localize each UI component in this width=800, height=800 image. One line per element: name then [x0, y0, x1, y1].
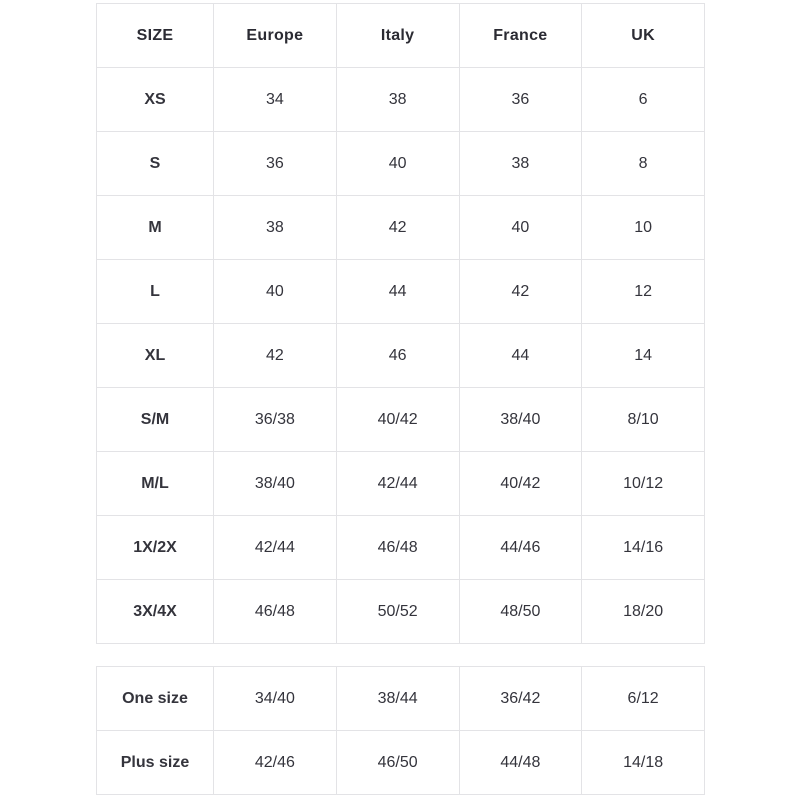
column-header-italy: Italy [336, 4, 459, 68]
cell-france: 38/40 [459, 388, 582, 452]
cell-size: M [97, 196, 214, 260]
cell-italy: 38 [336, 68, 459, 132]
cell-europe: 42 [214, 324, 337, 388]
table-row [97, 196, 705, 260]
cell-italy: 46/50 [336, 731, 459, 795]
cell-europe: 38/40 [214, 452, 337, 516]
cell-size: One size [97, 667, 214, 731]
table-row [97, 516, 705, 580]
cell-uk: 6 [582, 68, 705, 132]
cell-europe: 38 [214, 196, 337, 260]
cell-france: 44/48 [459, 731, 582, 795]
cell-size: XL [97, 324, 214, 388]
table-row [97, 260, 705, 324]
table-body [97, 667, 705, 795]
cell-uk: 14/18 [582, 731, 705, 795]
cell-size: M/L [97, 452, 214, 516]
column-header-uk: UK [582, 4, 705, 68]
cell-europe: 34/40 [214, 667, 337, 731]
cell-uk: 14/16 [582, 516, 705, 580]
cell-italy: 50/52 [336, 580, 459, 644]
table-row [97, 324, 705, 388]
column-header-france: France [459, 4, 582, 68]
table-header [97, 4, 705, 68]
cell-italy: 38/44 [336, 667, 459, 731]
cell-uk: 10 [582, 196, 705, 260]
cell-italy: 40 [336, 132, 459, 196]
table-row [97, 667, 705, 731]
cell-europe: 42/44 [214, 516, 337, 580]
cell-france: 48/50 [459, 580, 582, 644]
cell-europe: 36/38 [214, 388, 337, 452]
cell-uk: 12 [582, 260, 705, 324]
cell-italy: 44 [336, 260, 459, 324]
cell-uk: 8/10 [582, 388, 705, 452]
cell-uk: 8 [582, 132, 705, 196]
cell-italy: 42 [336, 196, 459, 260]
cell-italy: 40/42 [336, 388, 459, 452]
table-row [97, 452, 705, 516]
table-row [97, 580, 705, 644]
cell-size: L [97, 260, 214, 324]
cell-size: Plus size [97, 731, 214, 795]
secondary-size-table-container [96, 666, 704, 795]
cell-uk: 10/12 [582, 452, 705, 516]
main-size-table-container [96, 3, 704, 644]
cell-size: 1X/2X [97, 516, 214, 580]
cell-france: 40/42 [459, 452, 582, 516]
cell-italy: 46/48 [336, 516, 459, 580]
main-size-table [96, 3, 705, 644]
cell-uk: 18/20 [582, 580, 705, 644]
cell-uk: 14 [582, 324, 705, 388]
cell-france: 38 [459, 132, 582, 196]
cell-uk: 6/12 [582, 667, 705, 731]
cell-france: 36 [459, 68, 582, 132]
table-row [97, 388, 705, 452]
table-body [97, 68, 705, 644]
cell-europe: 36 [214, 132, 337, 196]
cell-france: 42 [459, 260, 582, 324]
cell-europe: 42/46 [214, 731, 337, 795]
cell-size: XS [97, 68, 214, 132]
column-header-europe: Europe [214, 4, 337, 68]
column-header-size: SIZE [97, 4, 214, 68]
cell-italy: 46 [336, 324, 459, 388]
cell-france: 40 [459, 196, 582, 260]
cell-europe: 46/48 [214, 580, 337, 644]
cell-france: 36/42 [459, 667, 582, 731]
table-row [97, 68, 705, 132]
table-header-row [97, 4, 705, 68]
cell-size: S [97, 132, 214, 196]
cell-europe: 34 [214, 68, 337, 132]
cell-europe: 40 [214, 260, 337, 324]
secondary-size-table [96, 666, 705, 795]
cell-france: 44 [459, 324, 582, 388]
cell-size: S/M [97, 388, 214, 452]
cell-italy: 42/44 [336, 452, 459, 516]
cell-size: 3X/4X [97, 580, 214, 644]
table-row [97, 132, 705, 196]
cell-france: 44/46 [459, 516, 582, 580]
table-row [97, 731, 705, 795]
